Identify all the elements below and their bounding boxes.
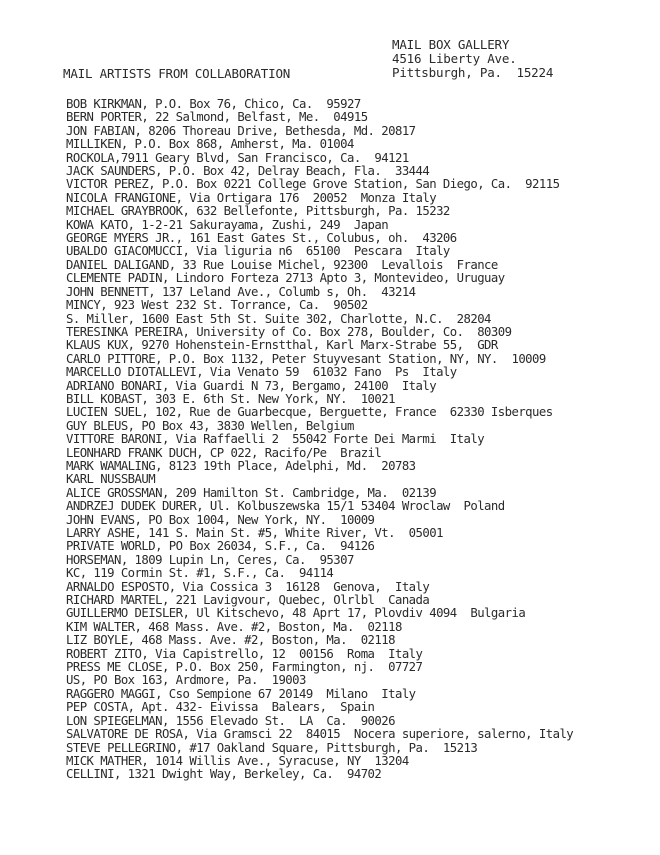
artist-address-entry: KOWA KATO, 1-2-21 Sakurayama, Zushi, 249 Japan [66,218,389,232]
list-heading: MAIL ARTISTS FROM COLLABORATION [63,66,291,81]
artist-address-entry: RICHARD MARTEL, 221 Lavigvour, Quebec, Olrlbl Canada [66,594,430,608]
artist-address-list [66,98,656,782]
artist-address-entry: DANIEL DALIGAND, 33 Rue Louise Michel, 92300 Levallois France [66,258,498,272]
artist-address-entry: CARLO PITTORE, P.O. Box 1132, Peter Stuyvesant Station, NY, NY. 10009 [66,352,546,366]
artist-address-entry: SALVATORE DE ROSA, Via Gramsci 22 84015 Nocera superiore, salerno, Italy [66,728,574,742]
artist-address-entry: BERN PORTER, 22 Salmond, Belfast, Me. 04915 [66,111,368,125]
artist-address-entry: MICK MATHER, 1014 Willis Ave., Syracuse, NY 13204 [66,754,409,768]
artist-address-entry: JON FABIAN, 8206 Thoreau Drive, Bethesda, Md. 20817 [66,124,416,138]
artist-address-entry: ALICE GROSSMAN, 209 Hamilton St. Cambridge, Ma. 02139 [66,486,437,500]
artist-address-entry: KARL NUSSBAUM [66,473,156,487]
artist-address-entry: HORSEMAN, 1809 Lupin Ln, Ceres, Ca. 95307 [66,553,354,567]
artist-address-entry: JOHN EVANS, PO Box 1004, New York, NY. 10009 [66,513,375,527]
artist-address-entry: PEP COSTA, Apt. 432- Eivissa Balears, Spain [66,701,375,715]
artist-address-entry: JACK SAUNDERS, P.O. Box 42, Delray Beach, Fla. 33444 [66,165,430,179]
artist-address-entry: ROBERT ZITO, Via Capistrello, 12 00156 Roma Italy [66,647,423,661]
artist-address-entry: CLEMENTE PADIN, Lindoro Forteza 2713 Apto 3, Montevideo, Uruguay [66,272,505,286]
artist-address-entry: RAGGERO MAGGI, Cso Sempione 67 20149 Milano Italy [66,687,416,701]
artist-address-entry: TERESINKA PEREIRA, University of Co. Box 278, Boulder, Co. 80309 [66,325,512,339]
gallery-city: Pittsburgh, Pa. 15224 [392,65,554,80]
artist-address-entry: ANDRZEJ DUDEK DURER, Ul. Kolbuszewska 15/1 53404 Wroclaw Poland [66,500,505,514]
artist-address-entry: LARRY ASHE, 141 S. Main St. #5, White River, Vt. 05001 [66,527,443,540]
artist-address-entry: UBALDO GIACOMUCCI, Via liguria n6 65100 Pescara Italy [66,245,450,259]
artist-address-entry: GUILLERMO DEISLER, Ul Kitschevo, 48 Aprt 17, Plovdiv 4094 Bulgaria [66,607,526,621]
artist-address-entry: MARCELLO DIOTALLEVI, Via Venato 59 61032 Fano Ps Italy [66,366,457,380]
artist-address-entry: S. Miller, 1600 East 5th St. Suite 302, Charlotte, N.C. 28204 [66,312,491,326]
gallery-address-block [392,38,553,80]
artist-address-entry: PRESS ME CLOSE, P.O. Box 250, Farmington, nj. 07727 [66,661,423,675]
artist-address-entry: MARK WAMALING, 8123 19th Place, Adelphi, Md. 20783 [66,459,416,473]
artist-address-entry: MILLIKEN, P.O. Box 868, Amherst, Ma. 01004 [66,138,354,152]
artist-address-entry: KC, 119 Cormin St. #1, S.F., Ca. 94114 [66,567,334,581]
artist-address-entry: VICTOR PEREZ, P.O. Box 0221 College Grove Station, San Diego, Ca. 92115 [66,178,560,192]
artist-address-entry: LUCIEN SUEL, 102, Rue de Guarbecque, Berguette, France 62330 Isberques [66,406,553,420]
artist-address-entry: JOHN BENNETT, 137 Leland Ave., Columb s, Oh. 43214 [66,285,416,299]
artist-address-entry: VITTORE BARONI, Via Raffaelli 2 55042 Forte Dei Marmi Italy [66,433,485,447]
artist-address-entry: KIM WALTER, 468 Mass. Ave. #2, Boston, Ma. 02118 [66,620,402,634]
artist-address-entry: ARNALDO ESPOSTO, Via Cossica 3 16128 Genova, Italy [66,580,430,594]
artist-address-entry: NICOLA FRANGIONE, Via Ortigara 176 20052 Monza Italy [66,191,437,205]
artist-address-entry: MICHAEL GRAYBROOK, 632 Bellefonte, Pittsburgh, Pa. 15232 [66,205,450,219]
gallery-name: MAIL BOX GALLERY [392,37,510,52]
artist-address-entry: GEORGE MYERS JR., 161 East Gates St., Colubus, oh. 43206 [66,232,457,246]
artist-address-entry: LEONHARD FRANK DUCH, CP 022, Racifo/Pe Brazil [66,446,382,460]
artist-address-entry: GUY BLEUS, PO Box 43, 3830 Wellen, Belgium [66,419,354,433]
artist-address-entry: STEVE PELLEGRINO, #17 Oakland Square, Pittsburgh, Pa. 15213 [66,741,478,755]
artist-address-entry: CELLINI, 1321 Dwight Way, Berkeley, Ca. 94702 [66,768,382,782]
artist-address-entry: ROCKOLA,7911 Geary Blvd, San Francisco, Ca. 94121 [66,151,409,165]
artist-address-entry: MINCY, 923 West 232 St. Torrance, Ca. 90502 [66,299,368,313]
artist-address-entry: KLAUS KUX, 9270 Hohenstein-Ernstthal, Karl Marx-Strabe 55, GDR [66,339,498,353]
artist-address-entry: PRIVATE WORLD, PO Box 26034, S.F., Ca. 94126 [66,540,375,554]
artist-address-entry: LIZ BOYLE, 468 Mass. Ave. #2, Boston, Ma. 02118 [66,634,395,648]
gallery-street: 4516 Liberty Ave. [392,51,517,66]
artist-address-entry: LON SPIEGELMAN, 1556 Elevado St. LA Ca. 90026 [66,714,395,728]
artist-address-entry: BILL KOBAST, 303 E. 6th St. New York, NY. 10021 [66,392,395,406]
artist-address-entry: BOB KIRKMAN, P.O. Box 76, Chico, Ca. 95927 [66,98,361,111]
artist-address-entry: ADRIANO BONARI, Via Guardi N 73, Bergamo, 24100 Italy [66,379,437,393]
artist-address-entry: US, PO Box 163, Ardmore, Pa. 19003 [66,674,306,688]
